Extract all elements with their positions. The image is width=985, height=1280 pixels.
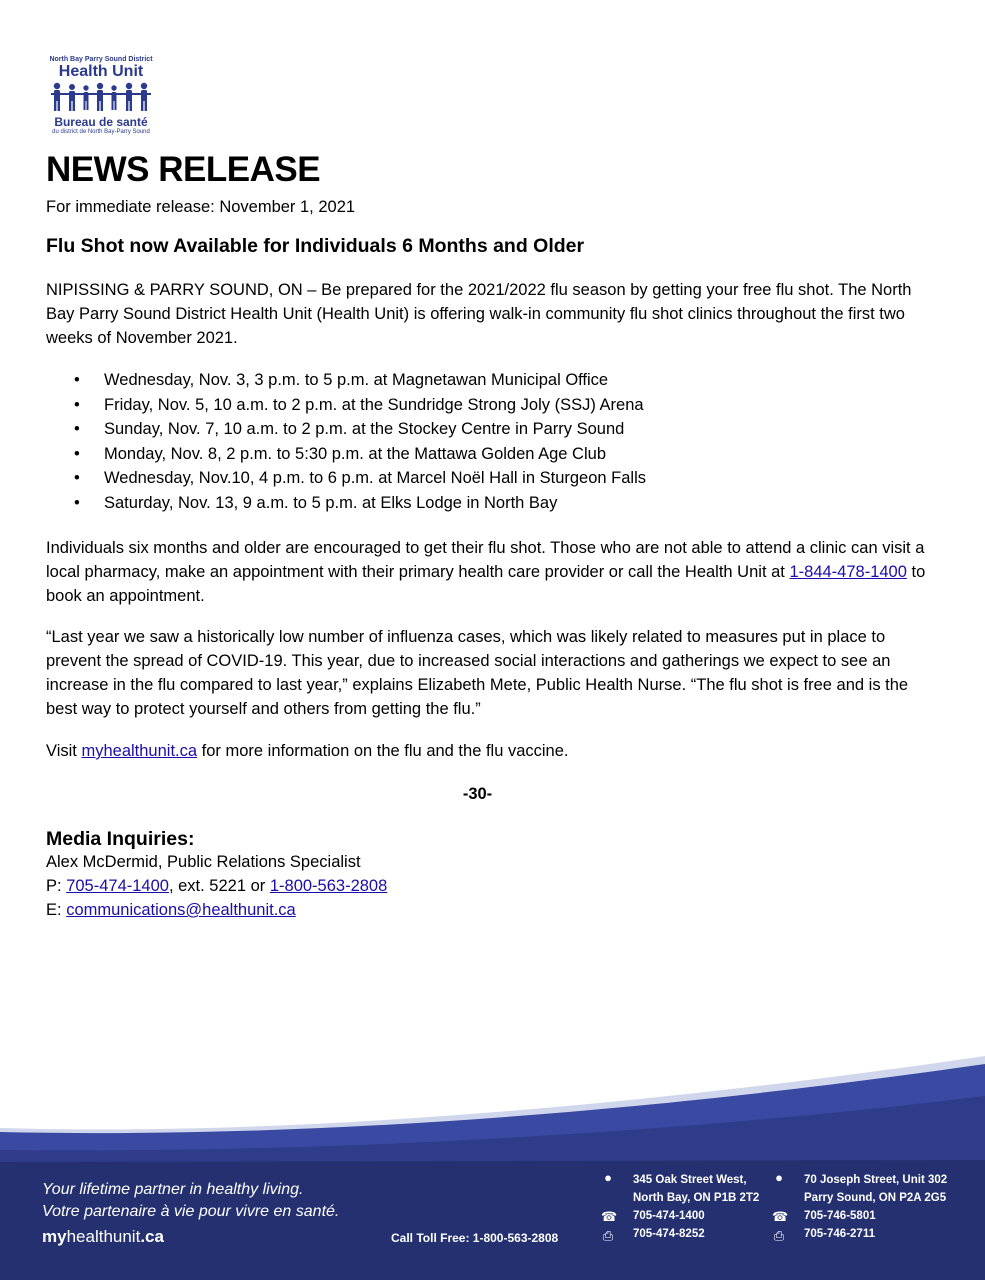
toll-free-link[interactable]: 1-800-563-2808 <box>269 877 388 895</box>
brand-my: my <box>42 1227 67 1246</box>
fax-icon: ⎙ <box>773 1228 785 1243</box>
visit-paragraph <box>46 739 926 763</box>
website-link[interactable]: myhealthunit.ca <box>81 742 198 760</box>
list-item: • Sunday, Nov. 7, 10 a.m. to 2 p.m. at the Stockey Centre in Parry Sound <box>46 417 646 442</box>
logo-name: Health Unit <box>58 63 144 80</box>
logo-fr-name: Bureau de santé <box>54 115 148 129</box>
logo-top-line: North Bay Parry Sound District <box>49 56 153 63</box>
list-item: • Monday, Nov. 8, 2 p.m. to 5:30 p.m. at the Mattawa Golden Age Club <box>46 442 646 467</box>
tagline-en: Your lifetime partner in healthy living. <box>42 1181 304 1198</box>
list-item: • Wednesday, Nov.10, 4 p.m. to 6 p.m. at Marcel Noël Hall in Sturgeon Falls <box>46 466 646 491</box>
email-link[interactable]: communications@healthunit.ca <box>66 901 296 919</box>
clinic-list <box>46 368 646 516</box>
office-city: Parry Sound, ON P2A 2G5 <box>804 1192 947 1204</box>
office-north-bay <box>633 1171 759 1243</box>
location-pin-icon: ● <box>775 1170 783 1185</box>
intro-paragraph: NIPISSING & PARRY SOUND, ON – Be prepared for the 2021/2022 flu season by getting your free flu shot. The North Bay Parry Sound District Health Unit (Health Unit) is offering walk-in community flu shot clinics throughout the first two weeks of November 2021. <box>46 281 912 347</box>
end-mark: -30- <box>462 785 493 803</box>
brand-health: healthunit <box>66 1227 141 1246</box>
health-unit-logo <box>46 56 156 135</box>
office-fax: 705-746-2711 <box>804 1228 875 1240</box>
office-city: North Bay, ON P1B 2T2 <box>633 1192 760 1204</box>
email-prefix: E: <box>46 901 67 919</box>
brand-url <box>42 1227 164 1247</box>
phone-icon: ☎ <box>601 1209 618 1224</box>
media-heading: Media Inquiries: <box>46 828 195 850</box>
list-item: • Friday, Nov. 5, 10 a.m. to 2 p.m. at the Sundridge Strong Joly (SSJ) Arena <box>46 393 646 418</box>
pharmacy-paragraph <box>46 536 926 608</box>
media-phone-line <box>46 877 387 896</box>
brand-ca: .ca <box>140 1227 164 1246</box>
tagline-fr: Votre partenaire à vie pour vivre en santé. <box>42 1203 340 1220</box>
quote-paragraph: “Last year we saw a historically low number of influenza cases, which was likely related to measures put in place to prevent the spread of COVID-19. This year, due to increased social interactions and gatherings we expect to see an increase in the flu compared to last year,” explains Elizabeth Mete, Public Health Nurse. “The flu shot is free and is the best way to protect yourself and others from getting the flu.” <box>46 628 909 718</box>
phone-icon: ☎ <box>772 1209 789 1224</box>
list-item: • Wednesday, Nov. 3, 3 p.m. to 5 p.m. at Magnetawan Municipal Office <box>46 368 646 393</box>
page-title: NEWS RELEASE <box>46 150 321 189</box>
release-date: For immediate release: November 1, 2021 <box>46 198 356 216</box>
office-phone: 705-474-1400 <box>633 1210 705 1222</box>
media-contact: Alex McDermid, Public Relations Specialist <box>46 853 361 871</box>
logo-fr-sub: du district de North Bay-Parry Sound <box>52 129 150 135</box>
headline: Flu Shot now Available for Individuals 6 Months and Older <box>46 235 585 257</box>
list-item: • Saturday, Nov. 13, 9 a.m. to 5 p.m. at Elks Lodge in North Bay <box>46 491 646 516</box>
office-phone: 705-746-5801 <box>804 1210 876 1222</box>
paragraph-text: Individuals six months and older are encouraged to get their flu shot. Those who are not able to attend a clinic can visit a local pharmacy, make an appointment with their primary health care provider or call the Health Unit at <box>46 539 925 581</box>
paragraph-text: Visit <box>46 742 82 760</box>
health-unit-phone-link[interactable]: 1-844-478-1400 <box>789 563 907 581</box>
office-parry-sound <box>804 1171 947 1243</box>
paragraph-text: for more information on the flu and the flu vaccine. <box>197 742 569 760</box>
phone-mid: , ext. 5221 or <box>168 877 270 895</box>
people-icon <box>49 82 153 112</box>
paragraph-text: to book an appointment. <box>46 563 926 605</box>
media-email-line <box>46 901 296 920</box>
media-phone-link[interactable]: 705-474-1400 <box>66 877 169 895</box>
toll-free: Call Toll Free: 1-800-563-2808 <box>391 1231 559 1245</box>
location-pin-icon: ● <box>604 1170 612 1185</box>
office-street: 70 Joseph Street, Unit 302 <box>804 1174 948 1186</box>
office-fax: 705-474-8252 <box>633 1228 705 1240</box>
phone-prefix: P: <box>46 877 67 895</box>
fax-icon: ⎙ <box>602 1228 614 1243</box>
office-street: 345 Oak Street West, <box>633 1174 747 1186</box>
